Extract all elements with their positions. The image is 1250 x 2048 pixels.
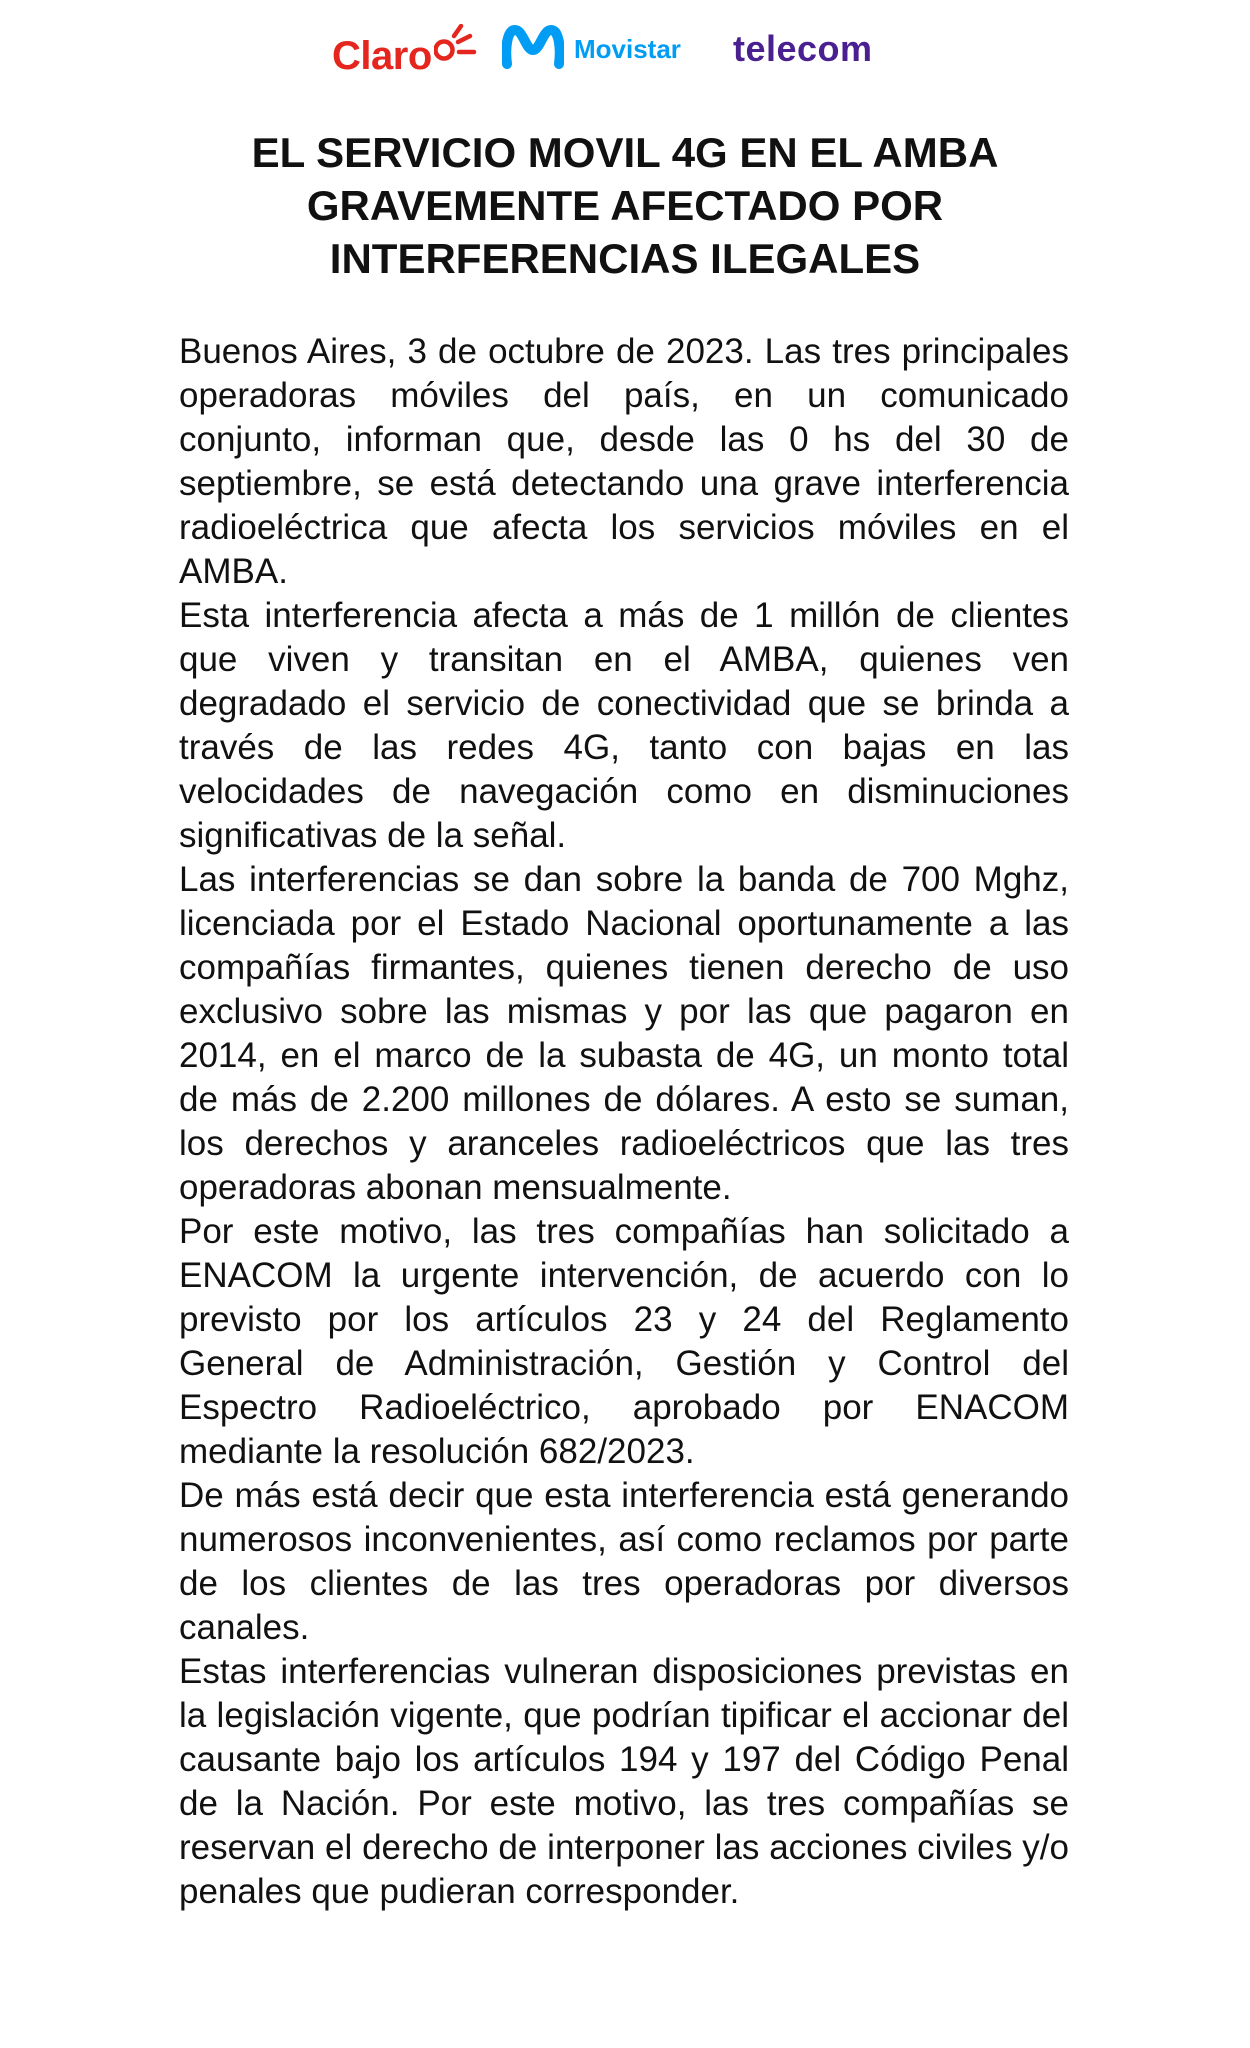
movistar-m-icon (502, 24, 564, 75)
paragraph-complaints: De más está decir que esta interferencia está generando numerosos inconvenientes, así como reclamos por parte de los clientes de las tres operadoras por diversos canales. (179, 1476, 1069, 1647)
telecom-logo-text: telecom (733, 28, 873, 69)
claro-logo (332, 34, 478, 79)
logo-bar (0, 22, 1250, 92)
movistar-logo-text: Movistar (574, 34, 681, 64)
paragraph-impact: Esta interferencia afecta a más de 1 millón de clientes que viven y transitan en el AMBA, quienes ven degradado el servicio de conectividad que se brinda a través de las redes 4G, tanto con bajas en las velocidades de navegación como en disminuciones significativas de la señal. (179, 596, 1069, 855)
paragraph-legal: Estas interferencias vulneran disposiciones previstas en la legislación vigente, que podrían tipificar el accionar del causante bajo los artículos 194 y 197 del Código Penal de la Nación. Por este motivo, las tres compañías se reservan el derecho de interponer las acciones civiles y/o penales que pudieran corresponder. (179, 1652, 1069, 1911)
press-release-body (179, 330, 1069, 1914)
claro-signal-icon (434, 24, 478, 69)
paragraph-spectrum: Las interferencias se dan sobre la banda de 700 Mghz, licenciada por el Estado Nacional oportunamente a las compañías firmantes, quienes tienen derecho de uso exclusivo sobre las mismas y por las que pagaron en 2014, en el marco de la subasta de 4G, un monto total de más de 2.200 millones de dólares. A esto se suman, los derechos y aranceles radioeléctricos que las tres operadoras abonan mensualmente. (179, 860, 1069, 1207)
movistar-logo (502, 24, 681, 75)
page-title: EL SERVICIO MOVIL 4G EN EL AMBA GRAVEMENTE AFECTADO POR INTERFERENCIAS ILEGALES (251, 129, 999, 282)
claro-logo-text: Claro (332, 34, 432, 78)
paragraph-intro: Buenos Aires, 3 de octubre de 2023. Las tres principales operadoras móviles del país, en un comunicado conjunto, informan que, desde las 0 hs del 30 de septiembre, se está detectando una grave interferencia radioeléctrica que afecta los servicios móviles en el AMBA. (179, 332, 1069, 591)
telecom-logo (733, 28, 873, 70)
paragraph-enacom: Por este motivo, las tres compañías han solicitado a ENACOM la urgente intervención, de acuerdo con lo previsto por los artículos 23 y 24 del Reglamento General de Administración, Gestión y Control del Espectro Radioeléctrico, aprobado por ENACOM mediante la resolución 682/2023. (179, 1212, 1069, 1471)
